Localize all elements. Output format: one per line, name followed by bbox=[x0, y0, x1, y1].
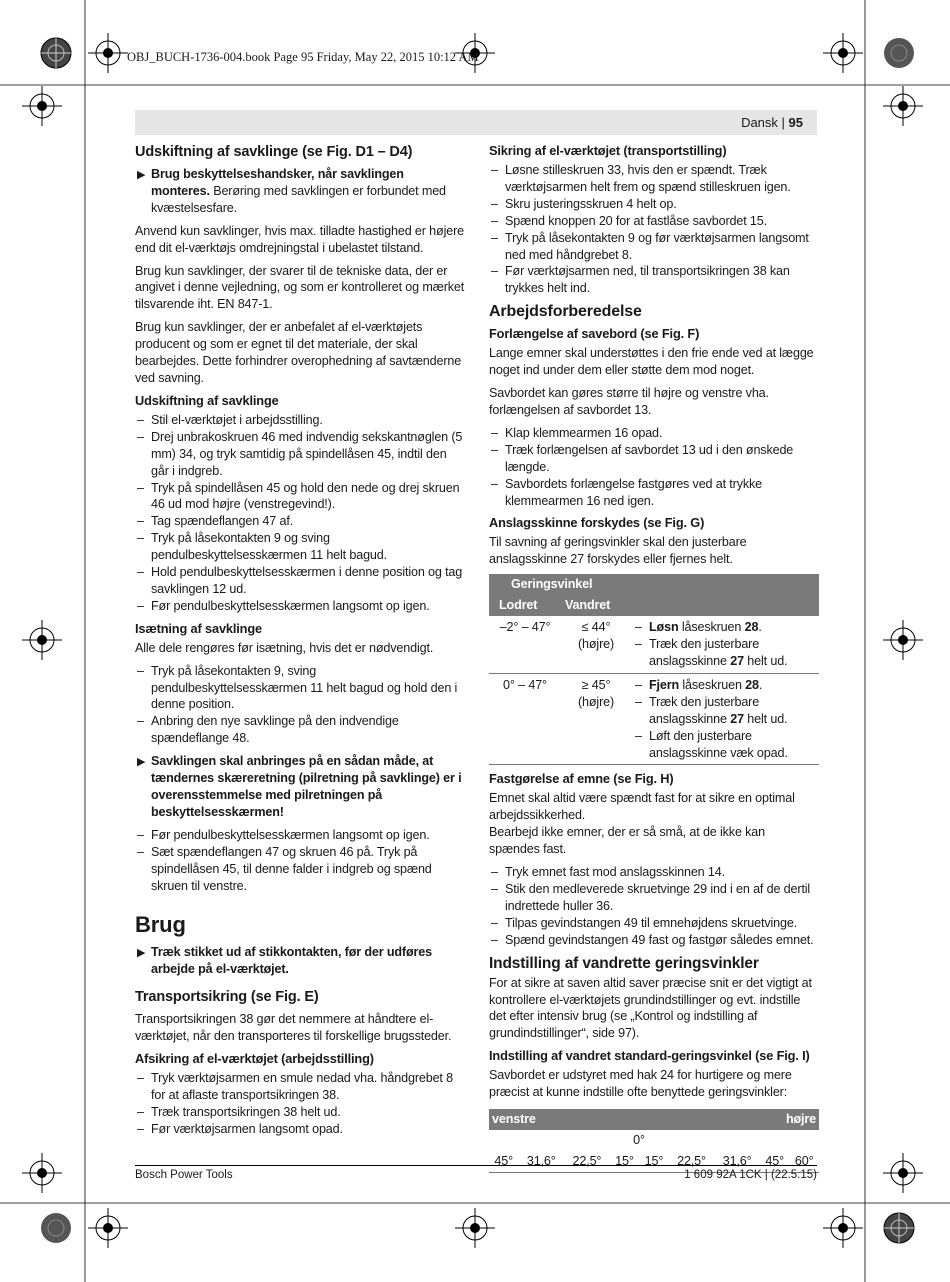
crosshair-icon bbox=[22, 620, 62, 660]
list-item: – Spænd knoppen 20 for at fastlåse savbordet 15. bbox=[489, 213, 817, 230]
list-item: – Tryk på låsekontakten 9 og sving pendulbeskyttelsesskærmen 11 helt bagud. bbox=[135, 530, 465, 564]
section-heading: Udskiftning af savklinge (se Fig. D1 – D4) bbox=[135, 144, 413, 160]
list-item: – Tilpas gevindstangen 49 til emnehøjdens skruetvinge. bbox=[489, 915, 817, 932]
list-item: – Løsne stilleskruen 33, hvis den er spændt. Træk værktøjsarmen helt frem og spænd stilleskruen igen. bbox=[489, 162, 817, 196]
subheading: Anslagsskinne forskydes (se Fig. G) bbox=[489, 515, 705, 531]
warning: ▶ Træk stikket ud af stikkontakten, før der udføres arbejde på el-værktøjet. bbox=[137, 945, 432, 977]
subheading: Sikring af el-værktøjet (transportstilling) bbox=[489, 143, 727, 158]
paragraph: For at sikre at saven altid saver præcise snit er det vigtigt at kontrollere el-værktøjets grundindstillinger og evt. indstille det efter intensiv brug (se „Kontrol og indstilling af grundindstillinger“, side 97). bbox=[489, 975, 812, 1041]
table-header: Geringsvinkel bbox=[489, 574, 631, 595]
right-column bbox=[489, 143, 817, 1173]
step-list bbox=[135, 412, 465, 615]
crosshair-icon bbox=[823, 33, 863, 73]
table-cell: 31,6° bbox=[714, 1151, 760, 1172]
paragraph: Transportsikringen 38 gør det nemmere at håndtere el-værktøjet, når den transporteres til forskellige brugssteder. bbox=[135, 1012, 452, 1044]
table-cell: 45° bbox=[489, 1151, 518, 1172]
warning: ▶ Brug beskyttelseshandsker, når savklingen monteres. Berøring med savklingen er forbundet med kvæstelsesfare. bbox=[137, 167, 446, 215]
page-number: Dansk | 95 bbox=[741, 115, 803, 130]
footer-docnumber: 1 609 92A 1CK | (22.5.15) bbox=[684, 1169, 817, 1181]
paragraph: Emnet skal altid være spændt fast for at sikre en optimal arbejdssikkerhed. bbox=[489, 791, 795, 823]
paragraph: Savbordet kan gøres større til højre og venstre vha. forlængelsen af savbordet 13. bbox=[489, 386, 769, 417]
crosshair-icon bbox=[22, 1153, 62, 1193]
table-row bbox=[489, 616, 819, 673]
table-header bbox=[631, 595, 819, 616]
subheading: Fastgørelse af emne (se Fig. H) bbox=[489, 771, 674, 787]
table-cell bbox=[631, 616, 819, 673]
list-item: – Tryk på låsekontakten 9 og før værktøjsarmen langsomt ned med håndgrebet 8. bbox=[489, 230, 817, 264]
crosshair-icon bbox=[88, 33, 128, 73]
page-header bbox=[135, 110, 817, 135]
list-item: – Drej unbrakoskruen 46 med indvendig sekskantnøglen (5 mm) 34, og tryk samtidig på spindellåsen 45, indtil den går i indgreb. bbox=[135, 429, 465, 480]
paragraph: Brug kun savklinger, der er anbefalet af el-værktøjets producent og som er egnet til det materiale, der skal bearbejdes. Dette forhindrer overophedning af savtænderne ved savning. bbox=[135, 320, 462, 385]
crosshair-icon bbox=[883, 620, 923, 660]
subheading: Forlængelse af savebord (se Fig. F) bbox=[489, 326, 700, 342]
list-item: – Fjern låseskruen 28. bbox=[633, 677, 817, 694]
list-item: – Savbordets forlængelse fastgøres ved at trykke klemmearmen 16 ned igen. bbox=[489, 476, 817, 510]
list-item: – Træk den justerbare anslagsskinne 27 helt ud. bbox=[633, 694, 817, 728]
table-cell: 60° bbox=[789, 1151, 819, 1172]
color-target-icon bbox=[41, 1213, 71, 1243]
step-list bbox=[135, 663, 465, 748]
triangle-right-icon: ▶ bbox=[137, 169, 146, 181]
list-item: – Spænd gevindstangen 49 fast og fastgør således emnet. bbox=[489, 932, 817, 949]
paragraph: Til savning af geringsvinkler skal den justerbare anslagsskinne 27 forskydes eller fjernes helt. bbox=[489, 535, 747, 567]
table-cell: 31,6° bbox=[518, 1151, 564, 1172]
standard-angle-table bbox=[489, 1109, 819, 1173]
step-list bbox=[489, 864, 817, 949]
table-cell: 22,5° bbox=[564, 1151, 610, 1172]
table-cell: 0° – 47° bbox=[489, 673, 561, 765]
table-header: Vandret bbox=[561, 595, 631, 616]
list-item: – Før pendulbeskyttelsesskærmen langsomt op igen. bbox=[135, 827, 465, 844]
footer-brand: Bosch Power Tools bbox=[135, 1169, 233, 1181]
list-item: – Før værktøjsarmen ned, til transportsikringen 38 kan trykkes helt ind. bbox=[489, 263, 817, 297]
table-header: venstre bbox=[489, 1109, 610, 1130]
list-item: – Klap klemmearmen 16 opad. bbox=[489, 425, 817, 442]
step-list bbox=[135, 1070, 465, 1138]
paragraph: Alle dele rengøres før isætning, hvis det er nødvendigt. bbox=[135, 640, 434, 655]
left-column bbox=[135, 143, 465, 1144]
triangle-right-icon: ▶ bbox=[137, 756, 146, 769]
list-item: – Tag spændeflangen 47 af. bbox=[135, 513, 465, 530]
paragraph: Bearbejd ikke emner, der er så små, at de ikke kan spændes fast. bbox=[489, 825, 766, 857]
list-item: – Hold pendulbeskyttelsesskærmen i denne position og tag savklingen 12 ud. bbox=[135, 564, 465, 598]
table-cell: ≥ 45° (højre) bbox=[561, 673, 631, 765]
list-item: – Træk transportsikringen 38 helt ud. bbox=[135, 1104, 465, 1121]
print-slug: OBJ_BUCH-1736-004.book Page 95 Friday, May 22, 2015 10:12 AM bbox=[127, 50, 479, 64]
table-cell: ≤ 44° (højre) bbox=[561, 616, 631, 673]
table-row bbox=[489, 673, 819, 765]
subheading: Indstilling af vandret standard-geringsvinkel (se Fig. I) bbox=[489, 1048, 810, 1064]
section-heading: Arbejdsforberedelse bbox=[489, 303, 642, 321]
list-item: – Løsn låseskruen 28. bbox=[633, 619, 817, 636]
table-cell: 0° bbox=[633, 1133, 645, 1148]
table-header bbox=[631, 574, 819, 595]
step-list bbox=[489, 425, 817, 510]
crosshair-icon bbox=[88, 1208, 128, 1248]
table-cell bbox=[631, 673, 819, 765]
list-item: – Tryk værktøjsarmen en smule nedad vha. håndgrebet 8 for at aflaste transportsikringen 38. bbox=[135, 1070, 465, 1104]
step-list bbox=[135, 827, 465, 895]
list-item: – Sæt spændeflangen 47 og skruen 46 på. Tryk på spindellåsen 45, til denne falder i indgreb og spænd skruen til venstre. bbox=[135, 844, 465, 895]
list-item: – Tryk på låsekontakten 9, sving pendulbeskyttelsesskærmen 11 helt bagud og hold den i denne position. bbox=[135, 663, 465, 714]
subheading: Udskiftning af savklinge bbox=[135, 392, 279, 408]
crosshair-icon bbox=[22, 86, 62, 126]
subheading: Afsikring af el-værktøjet (arbejdsstilling) bbox=[135, 1051, 374, 1067]
triangle-right-icon: ▶ bbox=[137, 947, 146, 960]
color-target-icon bbox=[884, 1213, 914, 1243]
step-list bbox=[489, 162, 817, 297]
crosshair-icon bbox=[823, 1208, 863, 1248]
table-cell: 15° bbox=[639, 1151, 668, 1172]
paragraph: Savbordet er udstyret med hak 24 for hurtigere og mere præcist at kunne indstille ofte benyttede geringsvinkler: bbox=[489, 1068, 792, 1100]
color-target-icon bbox=[884, 38, 914, 68]
list-item: – Stik den medleverede skruetvinge 29 ind i en af de dertil indrettede huller 36. bbox=[489, 881, 817, 915]
paragraph: Lange emner skal understøttes i den frie ende ved at lægge noget ind under dem eller støtte dem mod noget. bbox=[489, 346, 814, 378]
crosshair-icon bbox=[455, 1208, 495, 1248]
paragraph: Brug kun savklinger, der svarer til de tekniske data, der er angivet i denne vejledning, og som er kontrolleret og mærket tilsvarende iht. EN 847-1. bbox=[135, 263, 465, 312]
table-header: højre bbox=[714, 1109, 819, 1130]
list-item: – Tryk på spindellåsen 45 og hold den nede og drej skruen 46 ud mod højre (venstregevind!). bbox=[135, 480, 465, 514]
color-target-icon bbox=[41, 38, 71, 68]
list-item: – Træk den justerbare anslagsskinne 27 helt ud. bbox=[633, 636, 817, 670]
section-heading: Indstilling af vandrette geringsvinkler bbox=[489, 954, 759, 972]
list-item: – Anbring den nye savklinge på den indvendige spændeflange 48. bbox=[135, 713, 465, 747]
paragraph: Anvend kun savklinger, hvis max. tilladte hastighed er højere end dit el-værktøjs omdrejningstal i ubelastet tilstand. bbox=[135, 223, 464, 255]
list-item: – Løft den justerbare anslagsskinne væk opad. bbox=[633, 728, 817, 762]
list-item: – Før pendulbeskyttelsesskærmen langsomt op igen. bbox=[135, 598, 465, 615]
table-cell: 15° bbox=[610, 1151, 639, 1172]
subheading: Isætning af savklinge bbox=[135, 620, 262, 636]
table-cell: 22,5° bbox=[669, 1151, 715, 1172]
list-item: – Før værktøjsarmen langsomt opad. bbox=[135, 1121, 465, 1138]
section-heading: Transportsikring (se Fig. E) bbox=[135, 989, 319, 1006]
warning: ▶ Savklingen skal anbringes på en sådan måde, at tændernes skæreretning (pilretning på savklinge) er i overensstemmelse med pilretningen på beskyttelsesskærmen! bbox=[137, 754, 462, 819]
list-item: – Stil el-værktøjet i arbejdsstilling. bbox=[135, 412, 465, 429]
table-header: Lodret bbox=[489, 595, 561, 616]
chapter-heading: Brug bbox=[135, 912, 186, 938]
crosshair-icon bbox=[883, 1153, 923, 1193]
table-cell: –2° – 47° bbox=[489, 616, 561, 673]
crosshair-icon bbox=[883, 86, 923, 126]
mitre-angle-table bbox=[489, 574, 819, 765]
list-item: – Træk forlængelsen af savbordet 13 ud i den ønskede længde. bbox=[489, 442, 817, 476]
table-header bbox=[610, 1109, 715, 1130]
list-item: – Tryk emnet fast mod anslagsskinnen 14. bbox=[489, 864, 817, 881]
page-footer bbox=[135, 1165, 817, 1181]
list-item: – Skru justeringsskruen 4 helt op. bbox=[489, 196, 817, 213]
table-cell: 45° bbox=[760, 1151, 789, 1172]
